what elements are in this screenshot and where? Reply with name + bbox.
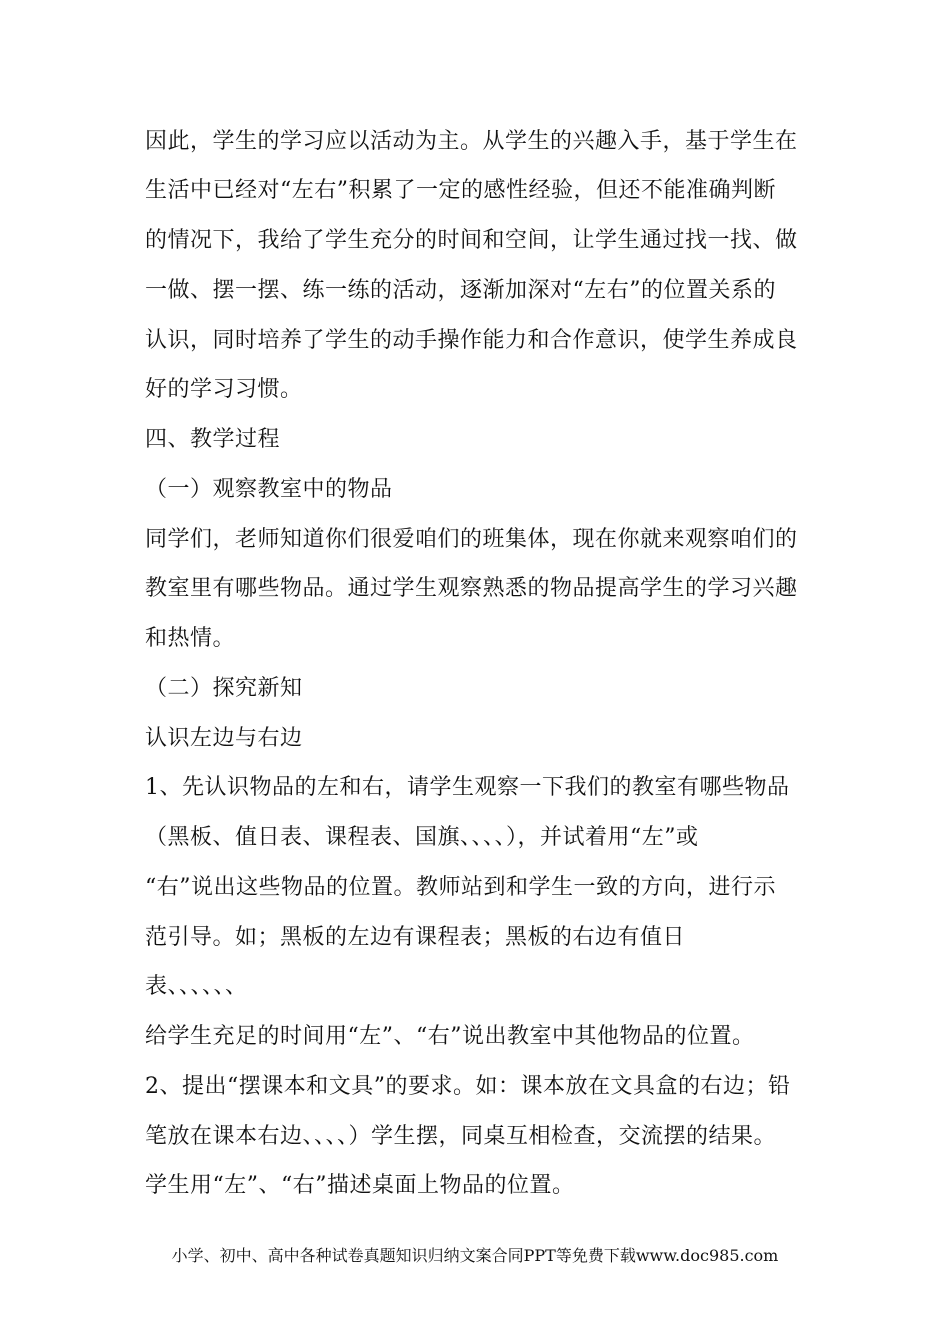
paragraph-line: 的情况下，我给了学生充分的时间和空间，让学生通过找一找、做 [145, 228, 798, 253]
page-footer: 小学、初中、高中各种试卷真题知识归纳文案合同PPT等免费下载www.doc985.com [171, 1246, 779, 1265]
paragraph-line: 一做、摆一摆、练一练的活动，逐渐加深对“左右”的位置关系的 [145, 278, 776, 303]
paragraph-line: 给学生充足的时间用“左”、“右”说出教室中其他物品的位置。 [145, 1024, 755, 1049]
paragraph-line: 因此，学生的学习应以活动为主。从学生的兴趣入手，基于学生在 [145, 129, 798, 154]
paragraph-line: 认识，同时培养了学生的动手操作能力和合作意识，使学生养成良 [145, 328, 798, 353]
paragraph-line: 学生用“左”、“右”描述桌面上物品的位置。 [145, 1173, 575, 1198]
subsection-heading: （一）观察教室中的物品 [145, 477, 393, 502]
paragraph-line: 范引导。如；黑板的左边有课程表；黑板的右边有值日 [145, 925, 686, 950]
topic-heading: 认识左边与右边 [145, 726, 303, 751]
paragraph-line: 教室里有哪些物品。通过学生观察熟悉的物品提高学生的学习兴趣 [145, 576, 798, 601]
paragraph-line: （黑板、值日表、课程表、国旗、、、、），并试着用“左”或 [145, 825, 699, 850]
paragraph-line: 生活中已经对“左右”积累了一定的感性经验，但还不能准确判断 [145, 178, 776, 203]
paragraph-line: 笔放在课本右边、、、、）学生摆，同桌互相检查，交流摆的结果。 [145, 1124, 777, 1149]
section-heading: 四、教学过程 [145, 427, 281, 452]
paragraph-line: “右”说出这些物品的位置。教师站到和学生一致的方向，进行示 [145, 875, 776, 900]
paragraph-line: 好的学习习惯。 [145, 377, 303, 402]
subsection-heading: （二）探究新知 [145, 676, 303, 701]
paragraph-line: 和热情。 [145, 626, 236, 651]
paragraph-line: 1、先认识物品的左和右，请学生观察一下我们的教室有哪些物品 [145, 775, 790, 800]
paragraph-line: 2、提出“摆课本和文具”的要求。如：课本放在文具盒的右边；铅 [145, 1074, 791, 1099]
paragraph-line: 同学们，老师知道你们很爱咱们的班集体，现在你就来观察咱们的 [145, 527, 798, 552]
paragraph-line: 表、、、、、、 [145, 974, 248, 999]
